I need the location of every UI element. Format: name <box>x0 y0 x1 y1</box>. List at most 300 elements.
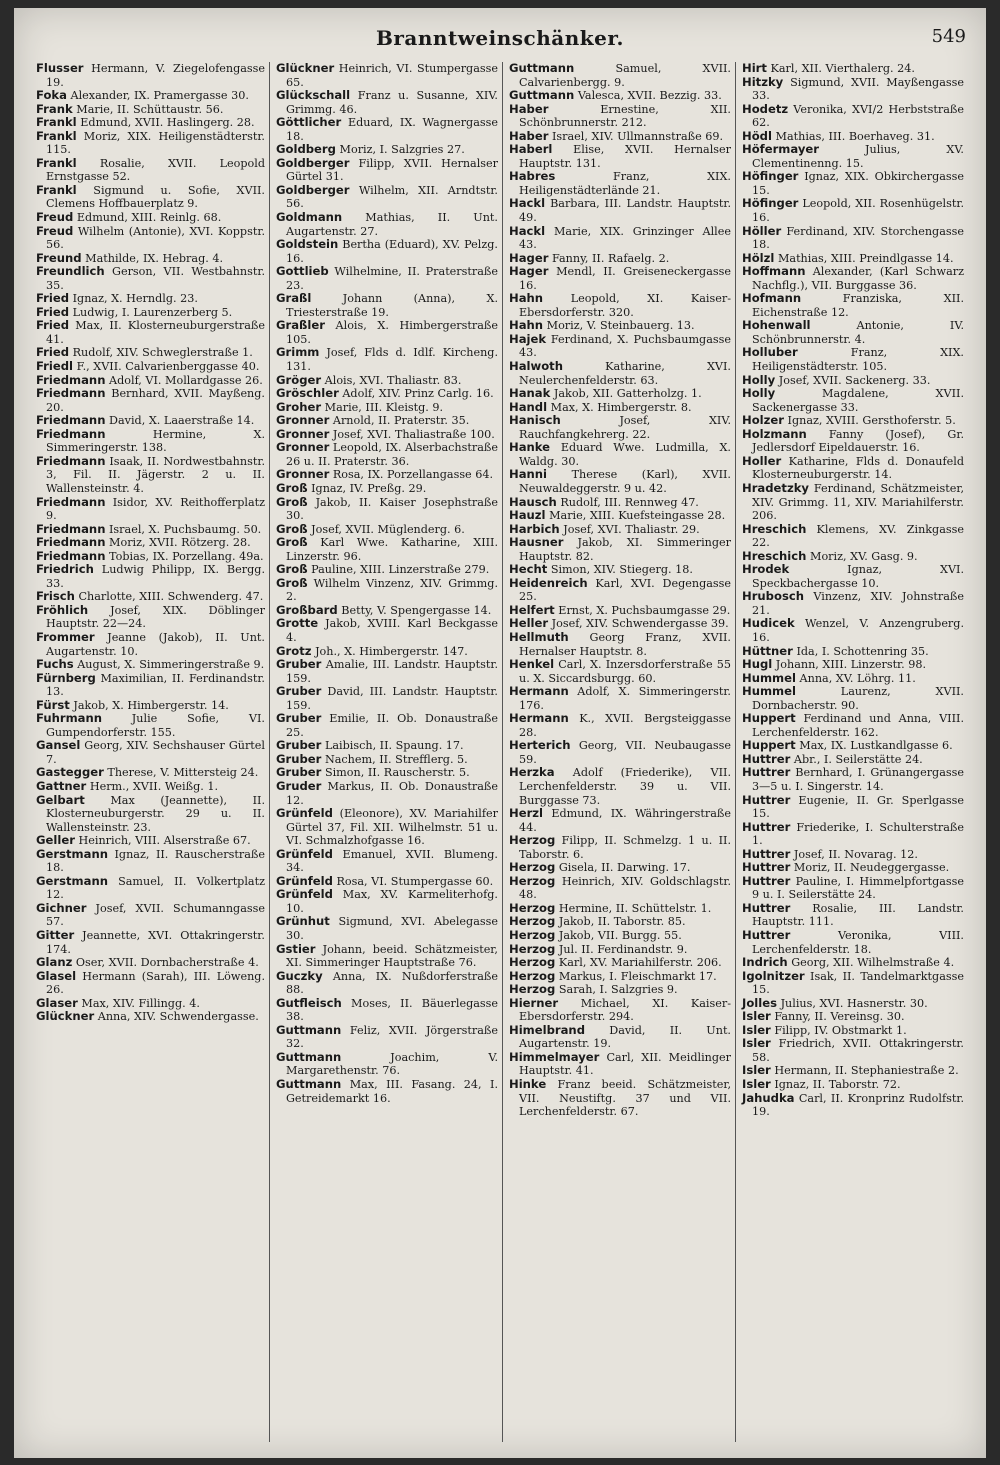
entry-surname: Hohenwall <box>742 318 811 333</box>
directory-entry <box>276 62 498 89</box>
directory-entry <box>742 374 964 388</box>
entry-details: Ernst, X. Puchsbaumgasse 29. <box>558 603 731 617</box>
entry-surname: Frankl <box>36 128 77 143</box>
directory-entry <box>276 848 498 875</box>
entry-details: Carl, XII. Meidlinger Hauptstr. 41. <box>519 1050 731 1078</box>
directory-entry <box>742 658 964 672</box>
entry-details: Katharine, XVI. Neulerchenfelderstr. 63. <box>519 360 731 387</box>
entry-details: Heinrich, VI. Stumpergasse 65. <box>286 62 498 89</box>
entry-surname: Haber <box>509 101 549 116</box>
directory-entry <box>36 319 265 346</box>
directory-entry <box>276 157 498 184</box>
entry-details: Eugenie, II. Gr. Sperlgasse 15. <box>752 793 964 821</box>
entry-surname: Herzog <box>509 914 556 929</box>
directory-entry <box>276 143 498 157</box>
entry-details: Adolf, X. Simmeringerstr. 176. <box>519 685 731 712</box>
entry-details: Jakob, XII. Gatterholzg. 1. <box>553 387 702 401</box>
entry-surname: Herzog <box>509 968 556 983</box>
entry-surname: Fried <box>36 318 70 333</box>
column-4 <box>735 62 968 1442</box>
entry-details: Franz, XIX. Heiligenstädterstr. 105. <box>752 346 964 374</box>
directory-entry <box>742 712 964 739</box>
entry-details: Hermann, II. Stephaniestraße 2. <box>774 1064 959 1078</box>
entry-details: Jakob, XVIII. Karl Beckgasse 4. <box>286 617 498 644</box>
directory-entry <box>36 563 265 590</box>
entry-surname: Hanisch <box>509 413 561 428</box>
entry-details: Bertha (Eduard), XV. Pelzg. 16. <box>286 238 498 265</box>
entry-details: Anna, XIV. Schwendergasse. <box>97 1010 259 1024</box>
entry-surname: Groß <box>276 562 308 577</box>
directory-entry <box>509 902 731 916</box>
entry-details: Tobias, IX. Porzellang. 49a. <box>109 549 264 563</box>
entry-details: Moriz, I. Salzgries 27. <box>339 143 465 157</box>
directory-entry <box>509 333 731 360</box>
entry-surname: Holly <box>742 372 776 387</box>
directory-entry <box>36 766 265 780</box>
directory-entry <box>276 401 498 415</box>
entry-details: Klemens, XV. Zinkgasse 22. <box>752 522 964 550</box>
directory-entry <box>509 62 731 89</box>
directory-entry <box>742 672 964 686</box>
directory-entry <box>509 766 731 807</box>
directory-entry <box>36 875 265 902</box>
directory-entry <box>36 848 265 875</box>
entry-surname: Hajek <box>509 331 547 346</box>
entry-details: Ignaz, XVIII. Gersthoferstr. 5. <box>787 414 956 428</box>
entry-surname: Gansel <box>36 738 81 753</box>
directory-entry <box>509 807 731 834</box>
entry-surname: Friedrich <box>36 562 94 577</box>
entry-details: Barbara, III. Landstr. Hauptstr. 49. <box>519 197 731 225</box>
entry-details: Laurenz, XVII. Dornbacherstr. 90. <box>752 685 964 712</box>
directory-entry <box>36 672 265 699</box>
directory-entry <box>36 184 265 211</box>
entry-details: Wilhelmine, II. Praterstraße 23. <box>286 265 499 292</box>
entry-surname: Hauzl <box>509 508 546 523</box>
directory-entry <box>509 292 731 319</box>
entry-surname: Hahn <box>509 318 544 333</box>
entry-details: Ferdinand und Anna, VIII. Lerchenfelderstr. 162. <box>752 712 965 739</box>
directory-entry <box>276 523 498 537</box>
entry-details: Johann, XIII. Linzerstr. 98. <box>775 658 927 672</box>
directory-entry <box>276 468 498 482</box>
entry-details: Elise, XVII. Hernalser Hauptstr. 131. <box>519 143 731 170</box>
entry-details: Ernestine, XII. Schönbrunnerstr. 212. <box>519 102 731 130</box>
entry-details: Anna, IX. Nußdorferstraße 88. <box>286 969 498 997</box>
entry-details: Moriz, XV. Gasg. 9. <box>809 549 918 563</box>
directory-entry <box>276 265 498 292</box>
directory-entry <box>36 374 265 388</box>
directory-entry <box>742 76 964 103</box>
entry-details: Fanny, II. Rafaelg. 2. <box>551 251 670 265</box>
directory-entry <box>742 197 964 224</box>
directory-entry <box>36 550 265 564</box>
entry-details: David, X. Laaerstraße 14. <box>109 414 255 428</box>
directory-entry <box>742 346 964 373</box>
entry-surname: Holzmann <box>742 426 807 441</box>
entry-details: Max, III. Fasang. 24, I. Getreidemarkt 16. <box>286 1078 498 1105</box>
entry-surname: Hodetz <box>742 101 789 116</box>
entry-details: Bernhard, I. Grünangergasse 3—5 u. I. Singerstr. 14. <box>752 766 964 793</box>
directory-entry <box>742 319 964 346</box>
entry-surname: Frank <box>36 101 73 116</box>
directory-entry <box>509 983 731 997</box>
entry-surname: Graßler <box>276 318 325 333</box>
entry-surname: Hager <box>509 264 549 279</box>
entry-details: Edmund, IX. Währingerstraße 44. <box>519 807 731 834</box>
entry-details: Mendl, II. Greiseneckergasse 16. <box>519 265 731 292</box>
entry-surname: Goldberger <box>276 182 350 197</box>
directory-entry <box>509 89 731 103</box>
directory-entry <box>276 915 498 942</box>
directory-entry <box>742 103 964 130</box>
entry-details: Adolf (Friederike), VII. Lerchenfelderstr. 39 u. VII. Burggasse 73. <box>519 766 731 807</box>
entry-surname: Jahudka <box>742 1090 795 1105</box>
entry-details: Alexander, IX. Pramergasse 30. <box>70 89 249 103</box>
entry-surname: Frankl <box>36 155 77 170</box>
directory-entry <box>276 617 498 644</box>
entry-surname: Fröhlich <box>36 602 89 617</box>
entry-surname: Hierner <box>509 995 559 1010</box>
page-number: 549 <box>931 26 966 47</box>
entry-surname: Grünfeld <box>276 846 333 861</box>
directory-entry <box>276 482 498 496</box>
entry-surname: Fürnberg <box>36 670 96 685</box>
directory-entry <box>276 1024 498 1051</box>
entry-details: Adolf, VI. Mollardgasse 26. <box>109 373 263 387</box>
entry-surname: Gruber <box>276 738 322 753</box>
entry-surname: Gerstmann <box>36 873 108 888</box>
entry-surname: Gutfleisch <box>276 995 342 1010</box>
entry-details: Alois, XVI. Thaliastr. 83. <box>324 373 462 387</box>
directory-entry <box>742 414 964 428</box>
entry-surname: Hanak <box>509 386 551 401</box>
directory-entry <box>509 252 731 266</box>
entry-details: Isak, II. Tandelmarktgasse 15. <box>752 969 964 997</box>
entry-surname: Hödl <box>742 128 772 143</box>
entry-details: Edmund, XVII. Haslingerg. 28. <box>80 116 255 130</box>
entry-surname: Hoffmann <box>742 264 806 279</box>
directory-entry <box>742 455 964 482</box>
entry-surname: Igolnitzer <box>742 968 805 983</box>
entry-details: Max, II. Klosterneuburgerstraße 41. <box>46 319 265 346</box>
entry-surname: Huppert <box>742 738 796 753</box>
entry-surname: Huttrer <box>742 860 791 875</box>
entry-surname: Hradetzky <box>742 480 809 495</box>
entry-details: Franz u. Susanne, XIV. Grimmg. 46. <box>286 89 498 116</box>
entry-surname: Herzl <box>509 806 544 821</box>
directory-entry <box>742 617 964 644</box>
directory-entry <box>742 645 964 659</box>
entry-details: Max, XV. Karmeliterhofg. 10. <box>286 888 498 915</box>
directory-entry <box>509 739 731 766</box>
entry-surname: Hirt <box>742 62 767 75</box>
entry-details: Moriz, XVII. Rötzerg. 28. <box>109 536 251 550</box>
entry-details: Ludwig Philipp, IX. Bergg. 33. <box>46 563 265 590</box>
directory-entry <box>36 265 265 292</box>
entry-surname: Herterich <box>509 738 571 753</box>
directory-entry <box>276 970 498 997</box>
entry-details: August, X. Simmeringerstraße 9. <box>77 658 265 672</box>
directory-entry <box>509 875 731 902</box>
entry-surname: Huttrer <box>742 819 791 834</box>
entry-surname: Gelbart <box>36 792 85 807</box>
entry-surname: Gitter <box>36 928 75 942</box>
entry-surname: Hecht <box>509 562 548 577</box>
entry-details: Ignaz, X. Herndlg. 23. <box>72 292 198 306</box>
directory-entry <box>36 997 265 1011</box>
entry-surname: Harbich <box>509 521 560 536</box>
entry-surname: Groß <box>276 535 308 550</box>
entry-surname: Grünfeld <box>276 873 333 888</box>
entry-details: Veronika, VIII. Lerchenfelderstr. 18. <box>752 929 964 956</box>
entry-surname: Hugl <box>742 657 773 672</box>
directory-entry <box>276 604 498 618</box>
entry-surname: Hitzky <box>742 74 784 89</box>
entry-details: Israel, XIV. Ullmannstraße 69. <box>551 129 724 143</box>
directory-entry <box>509 1051 731 1078</box>
entry-surname: Friedl <box>36 359 74 374</box>
entry-surname: Geller <box>36 833 75 848</box>
directory-entry <box>276 346 498 373</box>
directory-entry <box>509 1024 731 1051</box>
entry-surname: Grünfeld <box>276 887 333 902</box>
entry-details: Friederike, I. Schulterstraße 1. <box>752 820 965 848</box>
entry-details: Moriz, II. Neudeggergasse. <box>793 861 950 875</box>
entry-details: Rosa, VI. Stumpergasse 60. <box>336 874 494 888</box>
directory-entry <box>509 997 731 1024</box>
entry-details: Oser, XVII. Dornbacherstraße 4. <box>75 956 259 970</box>
directory-entry <box>742 685 964 712</box>
entry-details: Ignaz, XVI. Speckbachergasse 10. <box>752 563 964 590</box>
directory-entry <box>509 401 731 415</box>
directory-entry <box>742 929 964 956</box>
entry-details: Carl, II. Kronprinz Rudolfstr. 19. <box>752 1091 964 1119</box>
entry-surname: Herzog <box>509 900 556 915</box>
entry-details: Therese (Karl), XVII. Neuwaldeggerstr. 9 u. 42. <box>519 468 731 495</box>
entry-details: Antonie, IV. Schönbrunnerstr. 4. <box>752 319 964 346</box>
directory-entry <box>509 468 731 495</box>
entry-details: Michael, XI. Kaiser-Ebersdorferstr. 294. <box>519 996 732 1024</box>
directory-entry <box>276 428 498 442</box>
directory-entry <box>742 861 964 875</box>
entry-details: Herm., XVII. Weißg. 1. <box>89 779 219 793</box>
entry-surname: Fried <box>36 304 70 319</box>
entry-details: Amalie, III. Landstr. Hauptstr. 159. <box>286 658 498 685</box>
entry-surname: Friedmann <box>36 521 106 536</box>
entry-details: Jeanne (Jakob), II. Unt. Augartenstr. 10. <box>46 630 265 658</box>
entry-surname: Gottlieb <box>276 264 329 279</box>
entry-surname: Huttrer <box>742 846 791 861</box>
entry-surname: Freud <box>36 223 74 238</box>
entry-surname: Höfinger <box>742 169 799 184</box>
directory-entry <box>36 103 265 117</box>
entry-surname: Hummel <box>742 684 796 699</box>
entry-details: Karl, XV. Mariahilferstr. 206. <box>558 956 722 970</box>
entry-details: Moses, II. Bäuerlegasse 38. <box>286 996 498 1024</box>
entry-details: Georg, XII. Wilhelmstraße 4. <box>791 956 955 970</box>
directory-entry <box>509 130 731 144</box>
directory-entry <box>36 604 265 631</box>
directory-entry <box>36 360 265 374</box>
entry-details: Valesca, XVII. Bezzig. 33. <box>577 89 722 103</box>
directory-entry <box>742 550 964 564</box>
entry-details: Marie, III. Kleistg. 9. <box>324 400 444 414</box>
entry-surname: Hummel <box>742 670 796 685</box>
entry-surname: Gruber <box>276 765 322 780</box>
entry-surname: Fuchs <box>36 657 74 672</box>
entry-surname: Frankl <box>36 115 77 130</box>
directory-entry <box>742 225 964 252</box>
directory-entry <box>742 482 964 523</box>
entry-details: Sigmund u. Sofie, XVII. Clemens Hoffbauerplatz 9. <box>46 183 265 211</box>
directory-entry <box>36 929 265 956</box>
entry-surname: Haberl <box>509 142 553 157</box>
directory-entry <box>509 319 731 333</box>
entry-details: Leopold, XI. Kaiser-Ebersdorferstr. 320. <box>519 292 731 319</box>
directory-entry <box>742 1024 964 1038</box>
entry-details: Eduard Wwe. Ludmilla, X. Waldg. 30. <box>519 441 731 468</box>
directory-entry <box>509 387 731 401</box>
directory-entry <box>509 834 731 861</box>
entry-details: Franz beeid. Schätzmeister, VII. Neustiftg. 37 und VII. Lerchenfelderstr. 67. <box>519 1078 731 1119</box>
entry-surname: Holler <box>742 453 782 468</box>
directory-entry <box>742 563 964 590</box>
directory-entry <box>742 956 964 970</box>
entry-surname: Huttrer <box>742 928 791 942</box>
entry-surname: Guttmann <box>509 88 575 103</box>
directory-entry <box>36 346 265 360</box>
directory-page <box>14 8 986 1458</box>
column-2 <box>269 62 502 1442</box>
entry-surname: Grotte <box>276 616 319 631</box>
entry-surname: Herzog <box>509 833 556 848</box>
entry-details: Josef, XVII. Sackenerg. 33. <box>778 373 931 387</box>
entry-surname: Friedmann <box>36 426 106 441</box>
entry-surname: Hackl <box>509 196 546 211</box>
directory-entry <box>509 509 731 523</box>
entry-surname: Guttmann <box>276 1077 342 1092</box>
entry-surname: Gronner <box>276 467 330 482</box>
entry-details: Joachim, V. Margarethenstr. 76. <box>286 1050 498 1078</box>
directory-entry <box>742 143 964 170</box>
directory-entry <box>509 712 731 739</box>
entry-surname: Huttrer <box>742 873 791 888</box>
entry-details: Feliz, XVII. Jörgerstraße 32. <box>286 1023 498 1051</box>
directory-entry <box>36 1010 265 1024</box>
entry-surname: Halwoth <box>509 359 563 374</box>
entry-details: Pauline, XIII. Linzerstraße 279. <box>311 563 490 577</box>
entry-details: Ignaz, IV. Preßg. 29. <box>311 481 427 495</box>
directory-entry <box>509 956 731 970</box>
directory-entry <box>36 699 265 713</box>
entry-surname: Hausch <box>509 494 557 509</box>
entry-surname: Friedmann <box>36 535 106 550</box>
entry-details: Ferdinand, X. Puchsbaumgasse 43. <box>519 332 731 360</box>
entry-surname: Himelbrand <box>509 1022 585 1037</box>
entry-details: Friedrich, XVII. Ottakringerstr. 58. <box>752 1037 964 1064</box>
directory-entry <box>36 536 265 550</box>
entry-details: Marie, XIX. Grinzinger Allee 43. <box>519 224 731 252</box>
directory-entry <box>742 848 964 862</box>
entry-surname: Fuhrmann <box>36 711 102 726</box>
entry-details: Hermine, X. Simmeringerstr. 138. <box>46 427 266 455</box>
entry-surname: Hofmann <box>742 291 802 306</box>
entry-details: Rudolf, III. Rennweg 47. <box>560 495 699 509</box>
page-title: Branntweinschänker. <box>375 26 625 50</box>
entry-surname: Hellmuth <box>509 629 569 644</box>
entry-surname: Foka <box>36 88 67 103</box>
directory-entry <box>36 225 265 252</box>
directory-entry <box>742 766 964 793</box>
directory-entry <box>276 807 498 848</box>
directory-entry <box>36 902 265 929</box>
directory-entry <box>36 834 265 848</box>
entry-surname: Friedmann <box>36 494 106 509</box>
entry-surname: Holly <box>742 386 776 401</box>
entry-surname: Goldstein <box>276 237 339 252</box>
entry-details: Karl, XII. Vierthalerg. 24. <box>770 62 915 75</box>
directory-entry <box>36 712 265 739</box>
entry-surname: Gröschler <box>276 386 339 401</box>
directory-entry <box>509 441 731 468</box>
entry-details: Filipp, XVII. Hernalser Gürtel 31. <box>286 156 498 184</box>
entry-surname: Guttmann <box>276 1022 342 1037</box>
entry-surname: Hermann <box>509 711 569 726</box>
entry-details: Gerson, VII. Westbahnstr. 35. <box>46 265 266 292</box>
entry-details: Edmund, XIII. Reinlg. 68. <box>76 211 222 225</box>
directory-entry <box>276 319 498 346</box>
entry-surname: Goldberg <box>276 142 336 157</box>
entry-surname: Freund <box>36 250 82 265</box>
entry-surname: Hreschich <box>742 521 807 536</box>
entry-surname: Himmelmayer <box>509 1049 600 1064</box>
entry-surname: Hinke <box>509 1077 547 1092</box>
directory-entry <box>36 116 265 130</box>
entry-details: Jul. II. Ferdinandstr. 9. <box>558 942 688 956</box>
entry-details: Rudolf, XIV. Schweglerstraße 1. <box>72 346 253 360</box>
entry-surname: Groß <box>276 480 308 495</box>
directory-entry <box>36 523 265 537</box>
directory-entry <box>509 1078 731 1119</box>
directory-entry <box>509 523 731 537</box>
directory-entry <box>509 943 731 957</box>
entry-surname: Gronner <box>276 426 330 441</box>
directory-entry <box>509 685 731 712</box>
directory-entry <box>509 631 731 658</box>
entry-surname: Groher <box>276 399 322 414</box>
entry-details: Heinrich, XIV. Goldschlagstr. 48. <box>519 874 731 902</box>
entry-details: Leopold, XII. Rosenhügelstr. 16. <box>752 197 964 225</box>
directory-entry <box>742 265 964 292</box>
entry-surname: Friedmann <box>36 413 106 428</box>
entry-surname: Gronner <box>276 440 330 455</box>
directory-entry <box>742 292 964 319</box>
entry-details: Mathias, XIII. Preindlgasse 14. <box>777 251 954 265</box>
entry-surname: Hahn <box>509 291 544 306</box>
directory-entry <box>742 875 964 902</box>
entry-surname: Fried <box>36 291 70 306</box>
directory-entry <box>742 1078 964 1092</box>
directory-entry <box>276 89 498 116</box>
entry-details: Charlotte, XIII. Schwenderg. 47. <box>78 590 264 604</box>
entry-details: Marie, II. Schüttaustr. 56. <box>76 102 224 116</box>
directory-entry <box>276 116 498 143</box>
entry-details: Emilie, II. Ob. Donaustraße 25. <box>286 712 498 739</box>
entry-details: Isidor, XV. Reithofferplatz 9. <box>46 495 265 523</box>
directory-entry <box>276 766 498 780</box>
entry-details: Filipp, II. Schmelzg. 1 u. II. Taborstr. 6. <box>519 834 731 861</box>
